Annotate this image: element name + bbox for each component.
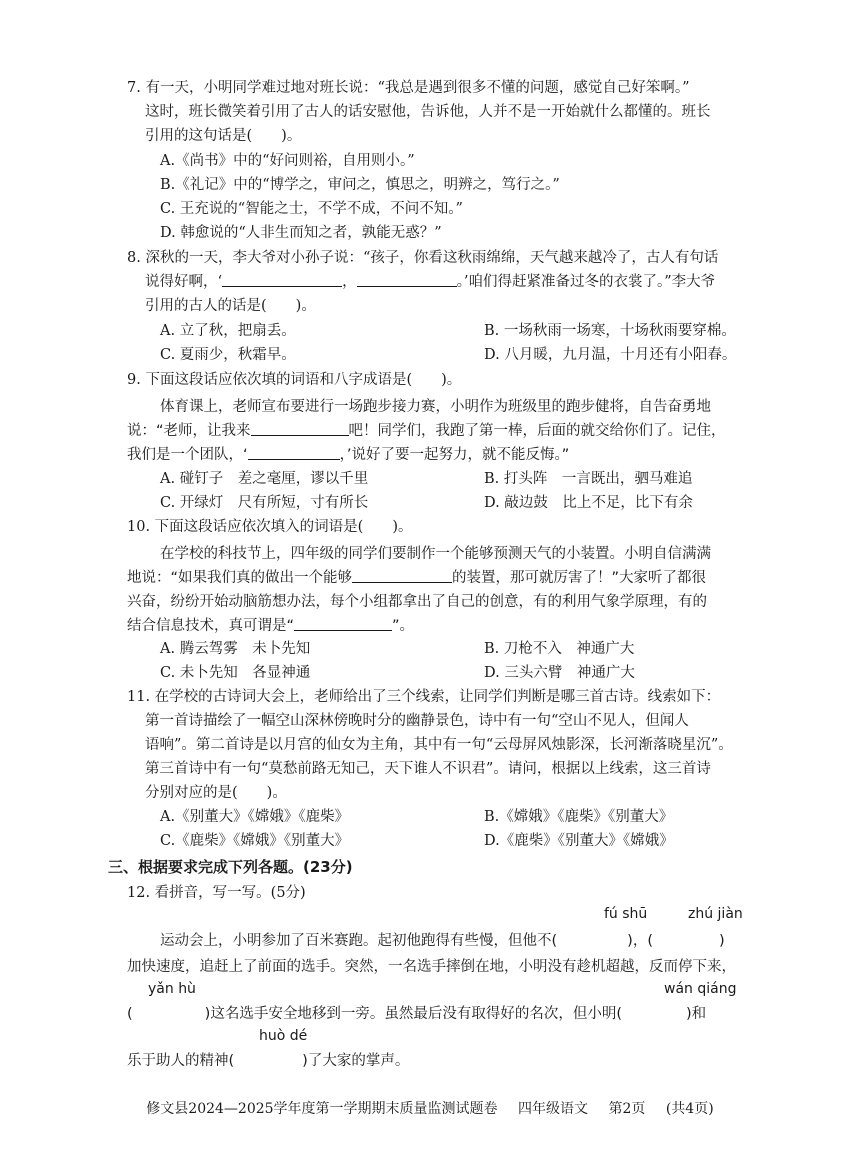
q10-passage-line-4 [127,615,414,637]
q12-passage-3-mid: )这名选手安全地移到一旁。虽然最后没有取得好的名次，但小明( [204,1006,622,1022]
page-footer [0,1098,860,1118]
q12-passage-3-end: )和 [685,1006,707,1022]
q10-passage-line-3: 兴奋，纷纷开始动脑筋想办法，每个小组都拿出了自己的创意，有的利用气象学原理，有的 [127,594,707,610]
q8-line-3: 引用的古人的话是( )。 [145,298,316,314]
q8-option-d: D. 八月暖，九月温，十月还有小阳春。 [484,347,737,363]
q9-option-a: A. 碰钉子 差之毫厘，谬以千里 [160,471,369,487]
q8-line-2-start: 说得好啊，‘ [145,274,223,290]
q10-option-b: B. 刀枪不入 神通广大 [484,641,635,657]
q11-line-3: 语响”。第二首诗是以月宫的仙女为主角，其中有一句“云母屏风烛影深，长河渐落晓星沉”。 [145,737,733,753]
q7-option-b: B.《礼记》中的“博学之，审问之，慎思之，明辨之，笃行之。” [160,177,560,193]
q12-passage-4-start: 乐于助人的精神( [127,1053,235,1069]
q9-option-b: B. 打头阵 一言既出，驷马难追 [484,471,693,487]
q10-option-a: A. 腾云驾雾 未卜先知 [160,641,311,657]
q12-passage-1-mid: )，( [627,933,653,949]
q8-blank-1[interactable] [222,272,342,287]
q8-blank-2[interactable] [357,272,457,287]
q7-line-2: 这时，班长微笑着引用了古人的话安慰他，告诉他，人并不是一开始就什么都懂的。班长 [145,104,711,120]
q12-passage-3-start: ( [127,1006,133,1022]
footer-page-number: 第2页 [608,1101,646,1117]
q9-blank-1[interactable] [251,421,349,436]
q12-passage-line-2: 加快速度，追赶上了前面的选手。突然，一名选手摔倒在地，小明没有趁机超越，反而停下来， [127,959,736,975]
q11-option-b: B.《嫦娥》《鹿柴》《别董大》 [484,809,674,825]
q9-passage-line-2 [127,420,726,442]
section-3-title: 三、根据要求完成下列各题。(23分) [108,858,353,876]
q11-option-c: C.《鹿柴》《嫦娥》《别董大》 [160,833,350,849]
q10-blank-1[interactable] [352,568,452,583]
footer-total-pages: (共4页) [665,1101,714,1117]
q12-passage-line-4 [127,1050,409,1072]
q11-line-4: 第三首诗中有一句“莫愁前路无知己，天下谁人不识君”。请问，根据以上线索，这三首诗 [145,761,711,777]
q10-option-c: C. 未卜先知 各显神通 [160,665,311,681]
q12-pinyin-3: yǎn hù [148,981,196,997]
q9-passage-3-start: 我们是一个团队，‘ [127,447,248,463]
q10-line-1: 10. 下面这段话应依次填入的词语是( )。 [127,519,413,535]
q7-line-3: 引用的这句话是( )。 [145,128,302,144]
q8-option-c: C. 夏雨少，秋霜早。 [160,347,296,363]
q9-option-c: C. 开绿灯 尺有所短，寸有所长 [160,495,369,511]
q9-line-1: 9. 下面这段话应依次填的词语和八字成语是( )。 [127,372,462,388]
q11-option-a: A.《别董大》《嫦娥》《鹿柴》 [160,809,350,825]
q7-option-c: C. 王充说的“智能之士，不学不成，不问不知。” [160,201,463,217]
q8-line-2-comma: ， [342,274,357,290]
footer-exam-title: 修文县2024—2025学年度第一学期期末质量监测试题卷 [146,1101,498,1117]
q11-line-5: 分别对应的是( )。 [145,785,287,801]
q9-passage-2-end: 吧！同学们，我跑了第一棒，后面的就交给你们了。记住， [348,423,726,439]
q9-passage-3-end: ，’说好了要一起努力，就不能反悔。” [339,447,570,463]
q10-passage-2-end: 的装置，那可就厉害了！”大家听了都很 [452,570,707,586]
q7-line-1: 7. 有一天，小明同学难过地对班长说：“我总是遇到很多不懂的问题，感觉自己好笨啊。” [127,80,690,96]
q8-option-b: B. 一场秋雨一场寒，十场秋雨要穿棉。 [484,323,736,339]
footer-subject: 四年级语文 [518,1101,589,1117]
q12-passage-1-end: ) [718,933,725,949]
q9-passage-line-3 [127,444,569,466]
q11-line-1: 11. 在学校的古诗词大会上，老师给出了三个线索，让同学们判断是哪三首古诗。线索如下： [127,689,721,705]
q9-passage-line-1: 体育课上，老师宣布要进行一场跑步接力赛，小明作为班级里的跑步健将，自告奋勇地 [160,399,711,415]
q12-passage-line-3 [127,1003,706,1025]
q7-option-a: A.《尚书》中的“好问则裕，自用则小。” [160,153,415,169]
q11-line-2: 第一首诗描绘了一幅空山深林傍晚时分的幽静景色，诗中有一句“空山不见人，但闻人 [145,713,689,729]
q12-pinyin-1: fú shū [604,906,648,922]
q10-passage-2-start: 地说：“如果我们真的做出一个能够 [127,570,353,586]
q12-title: 12. 看拼音，写一写。(5分) [127,885,306,901]
q9-blank-2[interactable] [248,445,340,460]
q10-passage-4-end: ”。 [392,618,415,634]
q8-line-1: 8. 深秋的一天，李大爷对小孙子说：“孩子，你看这秋雨绵绵，天气越来越冷了，古人有句话 [127,250,719,266]
q9-passage-2-start: 说：“老师，让我来 [127,423,251,439]
q10-blank-2[interactable] [294,616,392,631]
q11-option-d: D.《鹿柴》《别董大》《嫦娥》 [484,833,674,849]
q8-option-a: A. 立了秋，把扇丢。 [160,323,296,339]
q8-line-2 [145,271,715,293]
q10-passage-4-start: 结合信息技术，真可谓是“ [127,618,295,634]
q9-option-d: D. 敲边鼓 比上不足，比下有余 [484,495,693,511]
q8-line-2-end: 。’咱们得赶紧准备过冬的衣裳了。”李大爷 [456,274,716,290]
q12-passage-4-end: )了大家的掌声。 [302,1053,410,1069]
q10-passage-line-1: 在学校的科技节上，四年级的同学们要制作一个能够预测天气的小装置。小明自信满满 [160,546,711,562]
q12-pinyin-4: wán qiáng [664,981,737,997]
q7-option-d: D. 韩愈说的“人非生而知之者，孰能无惑？” [160,225,442,241]
q12-passage-1-start: 运动会上，小明参加了百米赛跑。起初他跑得有些慢，但他不( [160,933,558,949]
q12-pinyin-5: huò dé [259,1028,308,1044]
q10-option-d: D. 三头六臂 神通广大 [484,665,635,681]
q12-pinyin-2: zhú jiàn [688,906,743,922]
q12-passage-line-1 [160,930,725,952]
q10-passage-line-2 [127,567,706,589]
